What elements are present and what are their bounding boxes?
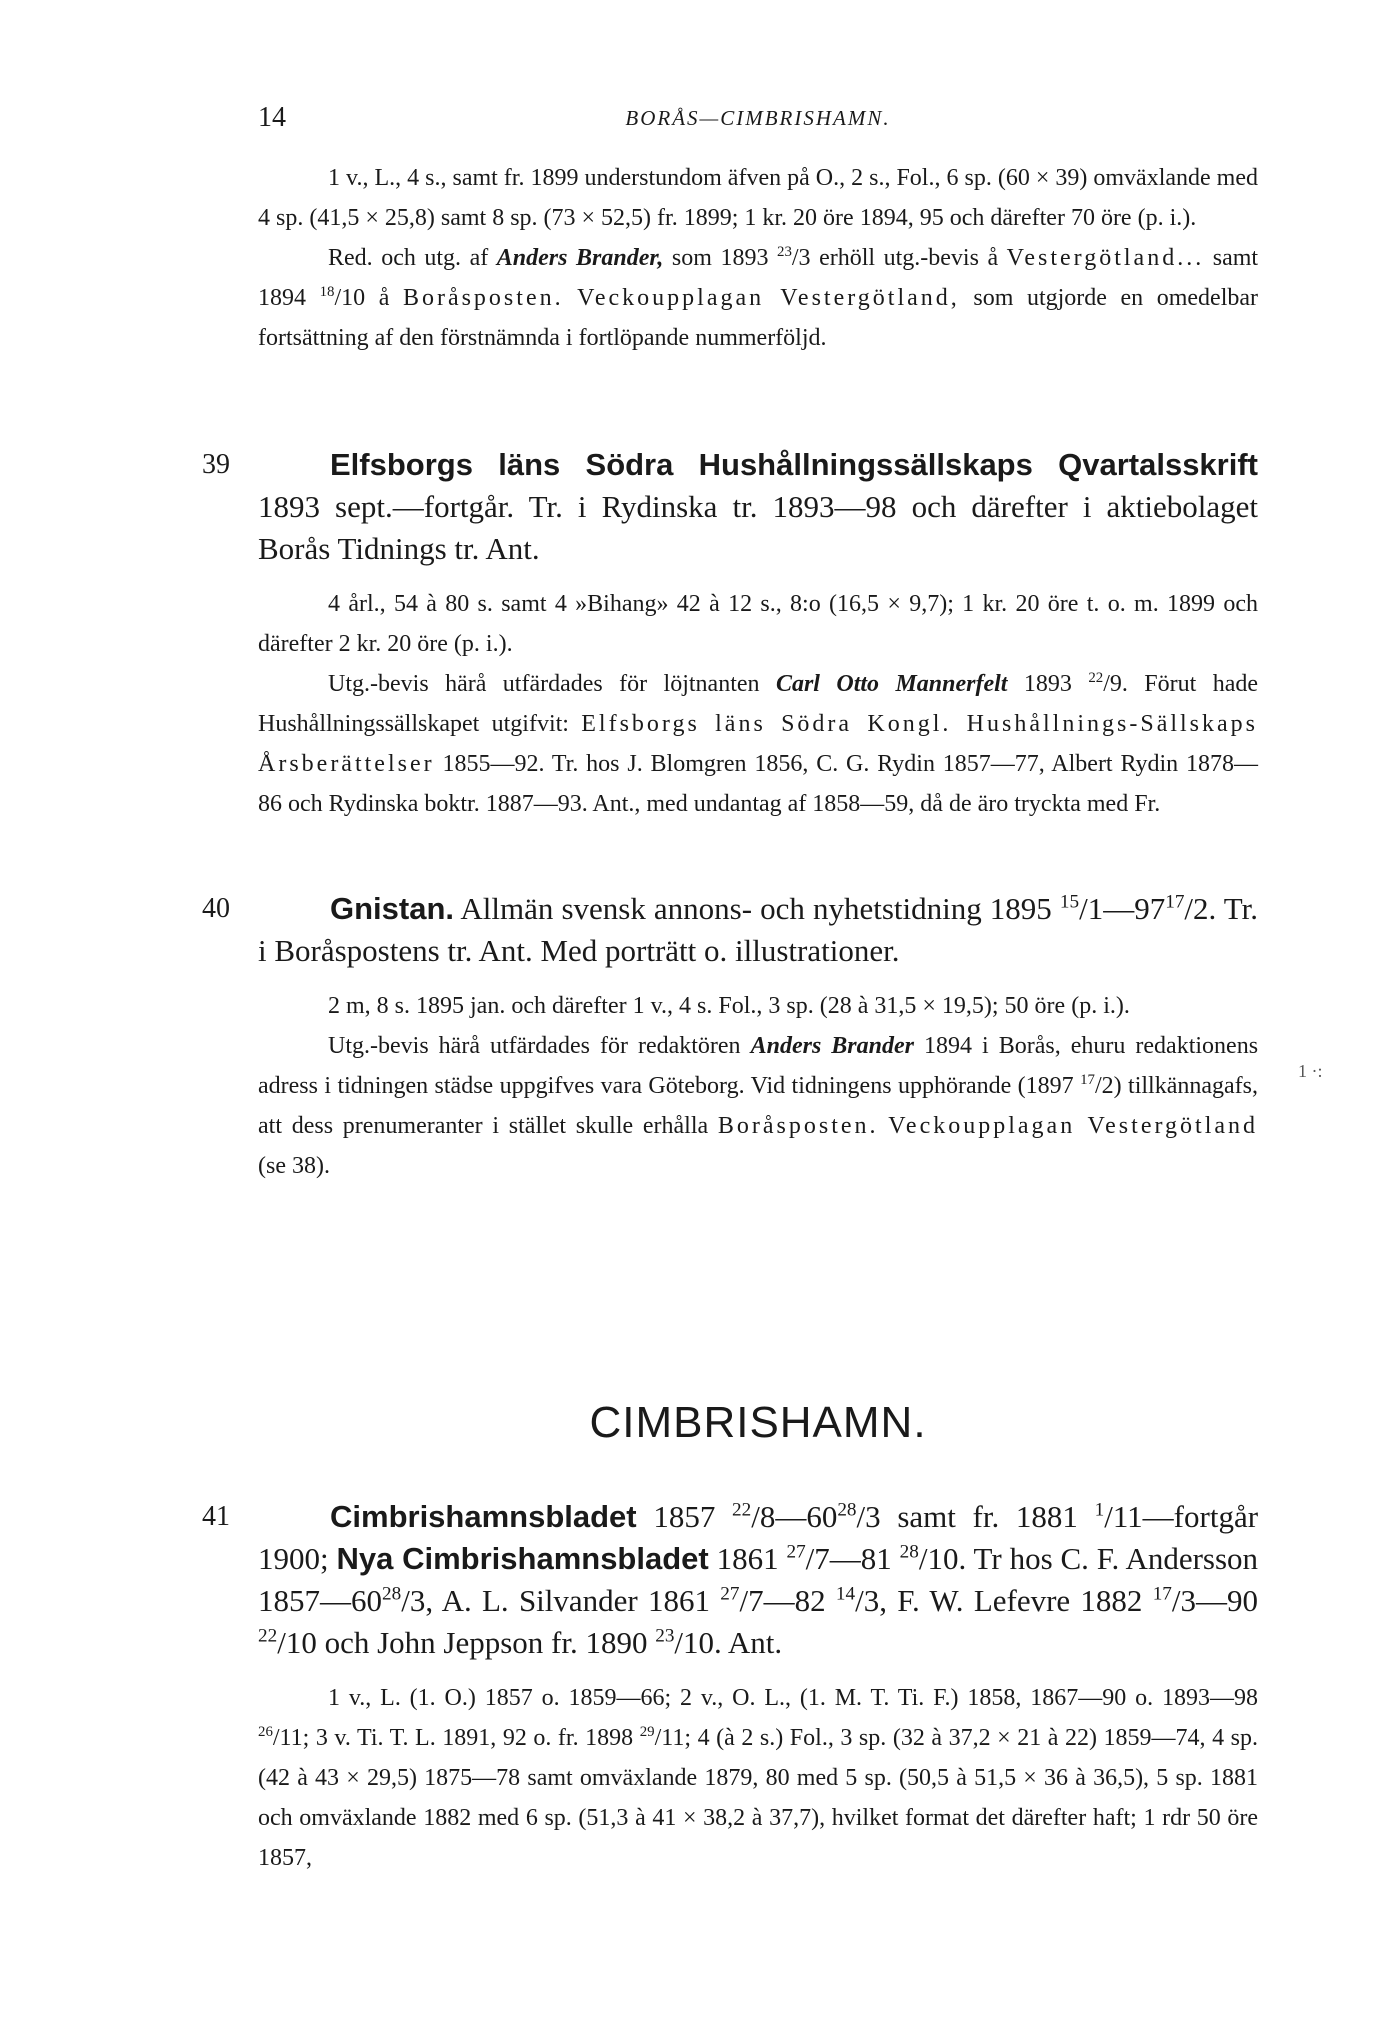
entry-title: Cimbrishamnsbladet — [330, 1499, 637, 1534]
entry-40 — [202, 888, 1259, 1186]
entry-number: 39 — [202, 449, 230, 480]
publication-name: Veckoupplagan Vestergötland — [888, 1113, 1259, 1139]
entry-heading: Cimbrishamnsbladet 1857 $^{22}/8—60^{28}/3$ samt fr. 1881 $^1$/11—fortgår 1900; Nya Cimbrishamnsbladet 1861 $^{27}$/7—81 $^{28}$/10. Tr hos C. F. Andersson $1857—60^{28}/3$, A. L. Silvander 1861 $^{27}$/7—82 $^{14}$/3, F. W. Lefevre 1882 $^{17}$/3—90 $^{22}$/10 och John Jeppson fr. 1890 $^{23}$/10. Ant. — [258, 1499, 1259, 1660]
entry-41 — [202, 1496, 1259, 1878]
person-name: Anders Brander — [750, 1033, 914, 1059]
entry-heading: Gnistan. Allmän svensk annons- och nyhetstidning 1895 $^{15}/1—97^{17}/2$. Tr. i Boråspostens tr. Ant. Med porträtt o. illustrationer. — [258, 891, 1259, 968]
margin-note: 1 ·: — [1298, 1061, 1323, 1081]
paragraph: 1 v., L., 4 s., samt fr. 1899 understundom äfven på O., 2 s., Fol., 6 sp. (60 × 39) omväxlande med 4 sp. (41,5 × 25,8) samt 8 sp. (73 × 52,5) fr. 1899; 1 kr. 20 öre 1894, 95 och därefter 70 öre (p. i.). — [258, 165, 1258, 231]
page-header — [258, 102, 1258, 142]
entry-number: 40 — [202, 893, 230, 924]
paragraph: Utg.-bevis härå utfärdades för löjtnanten Carl Otto Mannerfelt 1893 $^{22}$/9. Förut hade Hushållningssällskapet utgifvit: Elfsborgs läns Södra Kongl. Hushållnings-Sällskaps Årsberättelser 1855—92. Tr. hos J. Blomgren 1856, C. G. Rydin 1857—77, Albert Rydin 1878—86 och Rydinska boktr. 1887—93. Ant., med undantag af 1858—59, då de äro tryckta med Fr. — [258, 670, 1259, 817]
person-name: Anders Brander, — [496, 245, 664, 271]
paragraph: Red. och utg. af Anders Brander, som 1893 $^{23}$/3 erhöll utg.-bevis å Vestergötland... samt 1894 $^{18}$/10 å Boråsposten. Veckoupplagan Vestergötland, som utgjorde en omedelbar fortsättning af den förstnämnda i fortlöpande nummerföljd. — [258, 244, 1259, 351]
paragraph: 2 m, 8 s. 1895 jan. och därefter 1 v., 4 s. Fol., 3 sp. (28 à 31,5 × 19,5); 50 öre (p. i.). — [328, 993, 1130, 1019]
publication-name: Elfsborgs läns Södra Kongl. Hushållnings-Sällskaps Årsberättelser — [258, 711, 1259, 777]
paragraph: 1 v., L. (1. O.) 1857 o. 1859—66; 2 v., O. L., (1. M. T. Ti. F.) 1858, 1867—90 o. 1893—98 $^{26}$/11; 3 v. Ti. T. L. 1891, 92 o. fr. 1898 $^{29}$/11; 4 (à 2 s.) Fol., 3 sp. (32 à 37,2 × 21 à 22) 1859—74, 4 sp. (42 à 43 × 29,5) 1875—78 samt omväxlande 1879, 80 med 5 sp. (50,5 à 51,5 × 36 à 36,5), 5 sp. 1881 och omväxlande 1882 med 6 sp. (51,3 à 41 × 38,2 à 37,7), hvilket format det därefter haft; 1 rdr 50 öre 1857, — [258, 1685, 1259, 1871]
entry-heading: Elfsborgs läns Södra Hushållningssällskaps Qvartalsskrift 1893 sept.—fortgår. Tr. i Rydinska tr. 1893—98 och därefter i aktiebolaget Borås Tidnings tr. Ant. — [258, 447, 1258, 566]
section-title: CIMBRISHAMN. — [589, 1398, 927, 1447]
entry-38-continuation — [258, 158, 1258, 358]
publication-name: Boråsposten. — [402, 285, 564, 311]
paragraph: 4 årl., 54 à 80 s. samt 4 »Bihang» 42 à 12 s., 8:o (16,5 × 9,7); 1 kr. 20 öre t. o. m. 1899 och därefter 2 kr. 20 öre (p. i.). — [258, 591, 1258, 657]
entry-title: Elfsborgs läns Södra Hushållningssällskaps Qvartalsskrift — [330, 447, 1258, 482]
entry-39 — [202, 444, 1259, 824]
entry-number: 41 — [202, 1501, 230, 1532]
publication-name: Vestergötland... — [1006, 245, 1205, 271]
page-number: 14 — [258, 102, 286, 133]
entry-title: Nya Cimbrishamnsbladet — [336, 1541, 709, 1576]
publication-name: Veckoupplagan Vestergötland, — [577, 285, 960, 311]
running-head: BORÅS—CIMBRISHAMN. — [625, 106, 891, 130]
paragraph: Utg.-bevis härå utfärdades för redaktören Anders Brander 1894 i Borås, ehuru redaktionens adress i tidningen städse uppgifves vara Göteborg. Vid tidningens upphörande (1897 $^{17}$/2) tillkännagafs, att dess prenumeranter i stället skulle erhålla Boråsposten. Veckoupplagan Vestergötland (se 38). — [258, 1033, 1259, 1179]
entry-title: Gnistan. — [330, 891, 455, 926]
publication-name: Boråsposten. — [717, 1113, 879, 1139]
person-name: Carl Otto Mannerfelt — [775, 671, 1008, 697]
